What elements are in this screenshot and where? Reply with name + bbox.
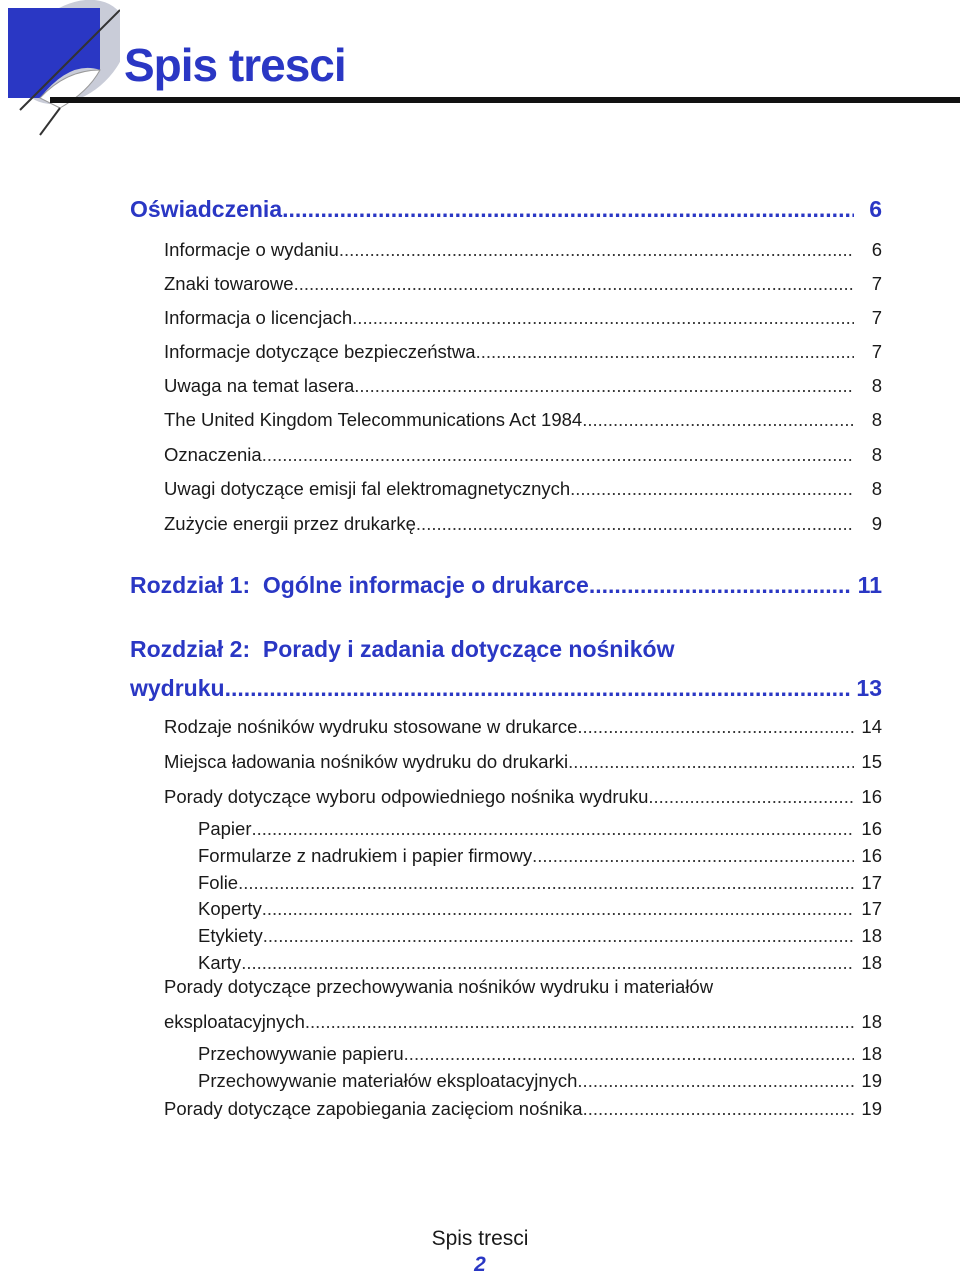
- toc-item[interactable]: [164, 444, 882, 474]
- toc-leader: [263, 925, 854, 947]
- toc-page: 8: [871, 444, 882, 465]
- toc-subitem[interactable]: [198, 1043, 882, 1073]
- toc-label: eksploatacyjnych: [164, 1011, 305, 1032]
- toc-label: Przechowywanie papieru: [198, 1043, 404, 1064]
- toc-page: 11: [857, 572, 882, 598]
- toc-page: 7: [871, 341, 882, 362]
- toc-page: 16: [861, 786, 882, 807]
- toc-page: 15: [861, 751, 882, 772]
- toc-label: Informacje o wydaniu: [164, 239, 339, 260]
- toc-label: Papier: [198, 818, 252, 839]
- toc-item[interactable]: [164, 375, 882, 405]
- toc-label: Porady dotyczące wyboru odpowiedniego nośnika wydruku: [164, 786, 649, 807]
- toc-item[interactable]: [164, 409, 882, 439]
- toc-label: Uwagi dotyczące emisji fal elektromagnetycznych: [164, 478, 571, 499]
- toc-leader: [352, 307, 854, 329]
- toc-chapter-2-line1[interactable]: Rozdział 2: Porady i zadania dotyczące nośników: [130, 636, 675, 662]
- toc-storage-line1[interactable]: Porady dotyczące przechowywania nośników wydruku i materiałów: [164, 976, 714, 997]
- page-title: Spis tresci: [124, 39, 346, 91]
- toc-leader: [354, 375, 854, 397]
- toc-item[interactable]: [164, 341, 882, 371]
- toc-label: Informacje dotyczące bezpieczeństwa: [164, 341, 476, 362]
- toc-leader: [282, 196, 854, 223]
- toc-item[interactable]: [164, 307, 882, 337]
- toc-label: Rodzaje nośników wydruku stosowane w drukarce: [164, 716, 578, 737]
- toc-leader: [476, 341, 854, 363]
- toc-leader: [305, 1011, 854, 1033]
- toc-page: 6: [869, 196, 882, 222]
- toc-page: 8: [871, 375, 882, 396]
- toc-item[interactable]: [164, 239, 882, 269]
- toc-page: 6: [871, 239, 882, 260]
- toc-item[interactable]: [164, 716, 882, 746]
- toc-leader: [241, 952, 854, 974]
- toc-label: Uwaga na temat lasera: [164, 375, 355, 396]
- toc-page: 7: [871, 273, 882, 294]
- toc-item[interactable]: [164, 273, 882, 303]
- toc-label: Oznaczenia: [164, 444, 262, 465]
- toc-item[interactable]: [164, 513, 882, 543]
- toc-leader: [262, 444, 854, 466]
- toc-page: 13: [856, 675, 882, 701]
- toc-leader: [238, 872, 854, 894]
- toc-label: Formularze z nadrukiem i papier firmowy: [198, 845, 533, 866]
- toc-item[interactable]: [164, 751, 882, 781]
- toc-leader: [294, 273, 854, 295]
- toc-page: 16: [861, 818, 882, 839]
- toc-subitem[interactable]: [198, 898, 882, 928]
- toc-page: 17: [861, 898, 882, 919]
- toc-label: Znaki towarowe: [164, 273, 294, 294]
- toc-label: Oświadczenia: [130, 196, 283, 222]
- toc-leader: [416, 513, 854, 535]
- toc-page: 8: [871, 478, 882, 499]
- toc-page: 16: [861, 845, 882, 866]
- toc-label: Przechowywanie materiałów eksploatacyjnych: [198, 1070, 578, 1091]
- footer-title: Spis tresci: [431, 1227, 529, 1250]
- toc-label: Zużycie energii przez drukarkę: [164, 513, 416, 534]
- toc-page: 17: [861, 872, 882, 893]
- toc-leader: [532, 845, 854, 867]
- toc-leader: [570, 478, 854, 500]
- toc-leader: [251, 818, 854, 840]
- toc-item[interactable]: [164, 786, 882, 816]
- toc-item[interactable]: [164, 478, 882, 508]
- toc-page: 18: [861, 1043, 882, 1064]
- toc-item-jams[interactable]: [164, 1098, 882, 1128]
- toc-label: Informacja o licencjach: [164, 307, 353, 328]
- toc-label: Karty: [198, 952, 242, 973]
- toc-label: Porady dotyczące zapobiegania zacięciom nośnika: [164, 1098, 583, 1119]
- toc-leader: [262, 898, 854, 920]
- toc-subitem[interactable]: [198, 1070, 882, 1100]
- toc-page: 18: [861, 1011, 882, 1032]
- toc-leader: [339, 239, 854, 261]
- toc-label: The United Kingdom Telecommunications Act 1984: [164, 409, 583, 430]
- toc-leader: [583, 1098, 854, 1120]
- toc-label: Etykiety: [198, 925, 263, 946]
- toc-page: 7: [871, 307, 882, 328]
- toc-page: 19: [861, 1070, 882, 1091]
- toc-leader: [568, 751, 854, 773]
- toc-leader: [577, 716, 854, 738]
- toc-leader: [582, 409, 854, 431]
- toc-subitem[interactable]: [198, 818, 882, 848]
- toc-label: wydruku: [130, 675, 225, 701]
- toc-label: Rozdział 1: Ogólne informacje o drukarce: [130, 572, 589, 598]
- toc-leader: [404, 1043, 854, 1065]
- toc-subitem[interactable]: [198, 925, 882, 955]
- footer-page-number: 2: [474, 1253, 486, 1276]
- toc-chapter-1[interactable]: [130, 572, 882, 602]
- toc-chapter-notices[interactable]: [130, 196, 882, 226]
- toc-label: Koperty: [198, 898, 262, 919]
- toc-page: 8: [871, 409, 882, 430]
- toc-label: Miejsca ładowania nośników wydruku do drukarki: [164, 751, 569, 772]
- toc-label: Folie: [198, 872, 239, 893]
- page-curl-logo-icon: [0, 0, 120, 140]
- title-rule: [50, 97, 960, 103]
- toc-page: 18: [861, 925, 882, 946]
- toc-page: 9: [871, 513, 882, 534]
- toc-page: 18: [861, 952, 882, 973]
- toc-subitem[interactable]: [198, 845, 882, 875]
- toc-leader: [577, 1070, 854, 1092]
- toc-page: 19: [861, 1098, 882, 1119]
- toc-leader: [648, 786, 854, 808]
- toc-leader: [225, 675, 851, 702]
- toc-chapter-2[interactable]: [130, 675, 882, 705]
- toc-item-storage[interactable]: [164, 1011, 882, 1041]
- toc-page: 14: [861, 716, 882, 737]
- toc-leader: [589, 572, 852, 599]
